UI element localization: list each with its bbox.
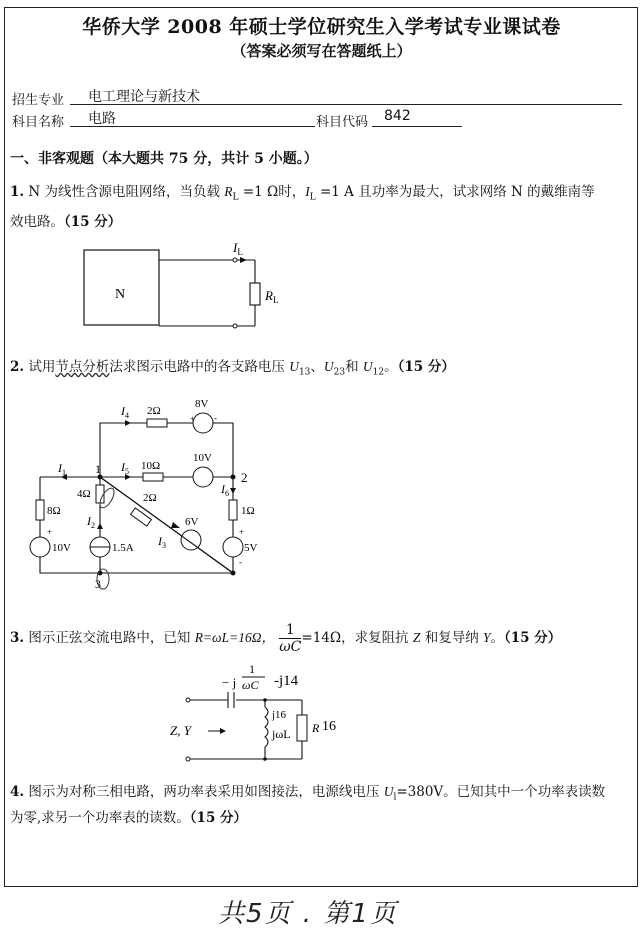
- v-top-label: 8V: [195, 398, 209, 410]
- i2-label: $I_2$: [87, 514, 95, 530]
- q1-text: =1 A 且功率为最大，试求网络 N 的戴维南等: [315, 184, 595, 200]
- q2-points: （15 分）: [397, 359, 455, 375]
- question-1-line-2: [10, 210, 121, 230]
- exam-subtitle: （答案必须写在答题纸上）: [231, 42, 412, 60]
- voltage-source-left: [30, 537, 50, 557]
- resistor-left: [36, 500, 44, 520]
- node: [263, 757, 267, 761]
- q2-u13-sub: 13: [298, 367, 311, 378]
- q1-points: （15 分）: [64, 214, 122, 230]
- code-value: 842: [384, 108, 411, 124]
- q1-text: =1 Ω时，: [238, 184, 306, 200]
- handwritten-page-note: 共5页 . 第1页: [218, 899, 398, 929]
- resistor-top: [147, 419, 167, 427]
- q4-text: =380V。已知其中一个功率表读数: [396, 784, 606, 800]
- q2-figure: [25, 395, 265, 595]
- q4-text: 图示为对称三相电路，两功率表采用如图接法，电源线电压: [28, 784, 384, 800]
- q1-rl: R: [224, 184, 233, 199]
- terminal: [186, 757, 190, 761]
- q3-figure: [150, 655, 360, 770]
- zy-label: Z, Y: [170, 723, 191, 738]
- exam-title: 华侨大学 2008 年硕士学位研究生入学考试专业课试卷: [82, 16, 561, 38]
- question-number: 3.: [10, 630, 25, 646]
- i3-label: $I_3$: [158, 534, 166, 550]
- voltage-source-top: [193, 413, 213, 433]
- plus-sign: +: [190, 414, 196, 424]
- q2-u12: U: [362, 359, 373, 374]
- current-label: $I_L$: [233, 240, 243, 257]
- handwritten-res-note: 16: [322, 719, 336, 734]
- inductor: [265, 707, 268, 747]
- q2-and: 和: [345, 359, 363, 375]
- question-3-line: [10, 622, 561, 655]
- q1-figure: [60, 235, 279, 345]
- inductor-label: jωL: [272, 727, 291, 741]
- r-right-label: 1Ω: [241, 505, 255, 517]
- r-node1-label: 4Ω: [77, 488, 91, 500]
- plus-sign: +: [47, 527, 53, 537]
- q4-text: 为零,求另一个功率表的读数。: [10, 810, 190, 826]
- node-1-label: 1: [95, 462, 101, 476]
- terminal: [233, 258, 237, 262]
- terminal: [233, 324, 237, 328]
- q3-eq1: R=ωL=16Ω，: [194, 630, 275, 645]
- question-4-line-1: [10, 780, 605, 803]
- current-arrow-icon: [240, 257, 247, 263]
- subject-value: 电路: [88, 111, 116, 127]
- left-bottom-wire: [40, 477, 233, 573]
- q2-sep: 、: [310, 359, 324, 375]
- arrow-icon: [220, 728, 226, 734]
- i4-label: $I_4$: [121, 404, 129, 420]
- question-number: 1.: [10, 184, 25, 200]
- code-label: 科目代码: [316, 115, 369, 130]
- terminal: [186, 698, 190, 702]
- q2-underlined-text: 节点分析: [55, 359, 110, 375]
- handwritten-ind-note: j16: [272, 709, 287, 721]
- subject-label: 科目名称: [12, 115, 65, 130]
- q3-text: =14Ω，求复阻抗: [301, 630, 413, 646]
- q4-ul-sub: l: [393, 792, 397, 803]
- q3-points: （15 分）: [504, 630, 562, 646]
- i6-label: $I_6$: [221, 482, 229, 498]
- r-mid-label: 10Ω: [141, 460, 161, 472]
- resistor-label: R: [312, 721, 320, 735]
- question-1-line-1: [10, 180, 595, 203]
- fraction-denominator: ωC: [279, 639, 302, 655]
- minus-sign: -: [239, 557, 242, 567]
- top-branch-wire: [100, 423, 233, 477]
- network-label: N: [115, 287, 126, 302]
- q1-il: I: [305, 184, 310, 199]
- q2-u23-sub: 23: [333, 367, 346, 378]
- voltage-source-middle: [193, 467, 213, 487]
- cap-prefix: − j: [222, 675, 237, 690]
- cap-denominator: ωC: [242, 678, 259, 692]
- q4-ul: U: [383, 784, 394, 799]
- q3-y: Y: [483, 630, 491, 645]
- v-mid-label: 10V: [193, 452, 212, 464]
- voltage-source-right: [223, 537, 243, 557]
- resistor: [297, 715, 307, 741]
- section-heading: 一、非客观题（本大题共 75 分，共计 5 小题。）: [10, 151, 318, 167]
- v-right-label: 5V: [244, 542, 258, 554]
- q1-rl-sub: L: [232, 192, 239, 203]
- code-underline: [372, 126, 462, 127]
- node-2-label: 2: [241, 470, 248, 485]
- arrow-icon: [230, 488, 236, 494]
- q4-points: （15 分）: [189, 810, 248, 826]
- r-diag-label: 2Ω: [143, 492, 157, 504]
- q3-z: Z: [412, 630, 421, 645]
- question-4-line-2: [10, 806, 247, 826]
- handwritten-cap-note: -j14: [274, 673, 299, 689]
- r-top-label: 2Ω: [147, 405, 161, 417]
- resistor-middle: [143, 473, 163, 481]
- q3-text: 图示正弦交流电路中，已知: [28, 630, 195, 646]
- v-left-label: 10V: [52, 542, 71, 554]
- diagonal-through: [100, 477, 233, 573]
- q1-text: 效电路。: [10, 214, 64, 230]
- q3-end: 。: [490, 630, 505, 646]
- q1-text: N 为线性含源电阻网络，当负载: [28, 184, 225, 200]
- node-3b: [231, 571, 236, 576]
- resistor-label: $R_L$: [265, 288, 279, 305]
- major-label: 招生专业: [12, 93, 65, 108]
- resistor-node1: [96, 485, 104, 503]
- resistor-right: [229, 500, 237, 520]
- question-number: 4.: [10, 784, 25, 800]
- node-2: [231, 475, 236, 480]
- cap-numerator: 1: [249, 662, 255, 676]
- node-3-label: 3: [95, 577, 101, 591]
- minus-sign: -: [214, 413, 217, 423]
- subject-underline: [70, 126, 315, 127]
- voltage-source-diagonal: [181, 530, 201, 550]
- v-diag-label: 6V: [185, 516, 199, 528]
- major-value: 电工理论与新技术: [88, 89, 200, 105]
- q3-text: 和复导纳: [420, 630, 483, 646]
- i1-label: $I_1$: [58, 461, 66, 477]
- r-left-label: 8Ω: [47, 505, 61, 517]
- q2-u12-sub: 12: [372, 367, 385, 378]
- resistor-diagonal: [131, 508, 152, 526]
- q1-il-sub: L: [309, 192, 316, 203]
- major-underline: [70, 104, 622, 105]
- node: [263, 698, 267, 702]
- q3-fraction: [279, 622, 301, 655]
- i-source-label: 1.5A: [112, 542, 134, 554]
- q2-u13: U: [289, 359, 299, 374]
- q2-text: 试用: [28, 359, 56, 375]
- arrow-icon: [171, 522, 180, 528]
- q2-text: 法求图示电路中的各支路电压: [109, 359, 290, 375]
- arrow-icon: [97, 523, 103, 529]
- question-2-line: [10, 355, 455, 378]
- fraction-numerator: 1: [279, 622, 301, 639]
- q2-end: 。: [384, 359, 398, 375]
- arrow-icon: [125, 420, 131, 426]
- i5-label: $I_5$: [121, 460, 129, 476]
- q2-u23: U: [323, 359, 334, 374]
- question-number: 2.: [10, 359, 25, 375]
- plus-sign: +: [239, 527, 245, 537]
- load-resistor: [250, 283, 260, 305]
